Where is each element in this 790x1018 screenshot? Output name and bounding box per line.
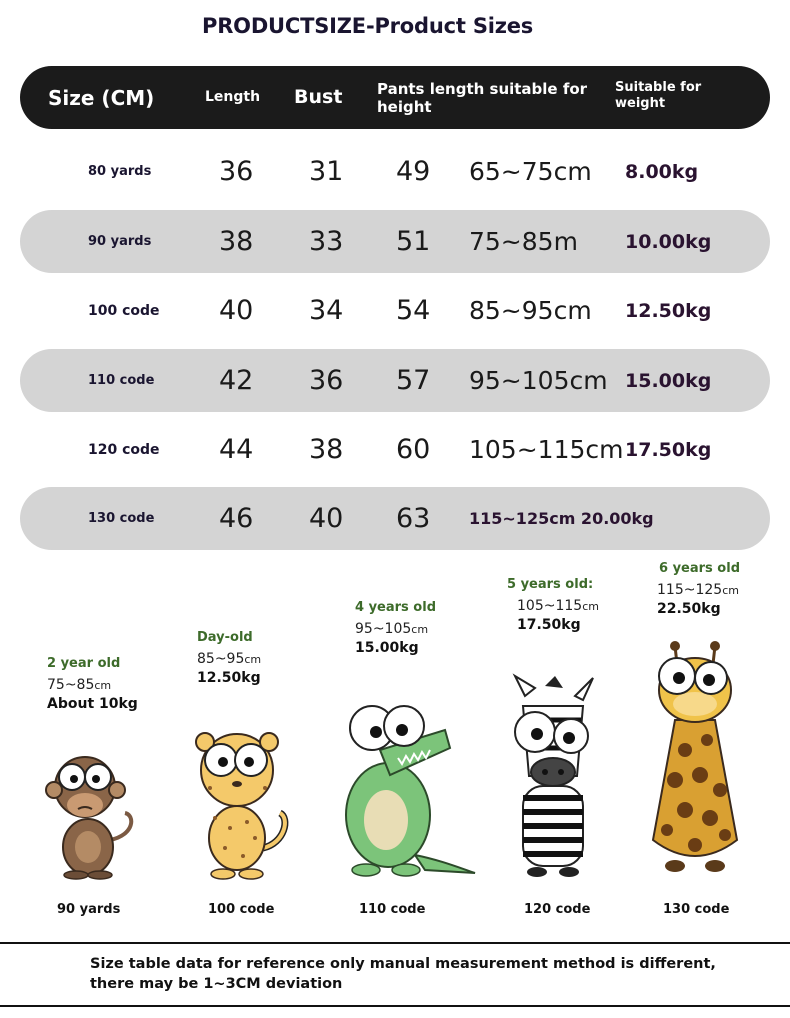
row-size: 120 code	[88, 441, 160, 458]
height-unit: cm	[411, 623, 429, 636]
height-range: 75~85	[47, 677, 95, 693]
animal-info-giraffe	[659, 561, 740, 617]
row-size: 80 yards	[88, 164, 152, 179]
footnote: Size table data for reference only manual measurement method is different, there may be 1~3CM deviation	[90, 956, 716, 992]
height-unit: cm	[582, 600, 599, 613]
row-pants-length: 60	[396, 434, 431, 465]
animal-info-crocodile	[355, 600, 436, 656]
header-weight: Suitable for weight	[615, 80, 702, 111]
row-bust: 33	[309, 226, 344, 257]
animal-info-zebra	[507, 577, 599, 633]
row-length: 36	[219, 156, 254, 187]
divider-top	[0, 942, 790, 944]
height-unit: cm	[722, 584, 739, 597]
row-bust: 40	[309, 503, 344, 534]
table-row	[20, 279, 770, 342]
crocodile-icon	[330, 690, 480, 882]
monkey-icon	[40, 735, 140, 880]
row-bust: 31	[309, 156, 344, 187]
row-height: 105~115cm	[469, 435, 624, 464]
animal-code-label: 100 code	[208, 902, 275, 917]
header-length: Length	[205, 89, 261, 105]
weight-label: 12.50kg	[197, 670, 261, 686]
animal-info-monkey	[47, 656, 138, 712]
row-length: 44	[219, 434, 254, 465]
row-size: 130 code	[88, 511, 155, 526]
header-bust: Bust	[294, 86, 343, 108]
row-height: 65~75cm	[469, 157, 592, 186]
animal-info-leopard	[197, 630, 261, 686]
row-bust: 38	[309, 434, 344, 465]
age-label: 6 years old	[659, 561, 741, 576]
animal-code-label: 130 code	[663, 902, 730, 917]
row-length: 46	[219, 503, 254, 534]
row-pants-length: 54	[396, 295, 431, 326]
row-size: 90 yards	[88, 234, 152, 249]
row-height: 75~85m	[469, 227, 578, 256]
row-length: 40	[219, 295, 254, 326]
header-size: Size (CM)	[48, 86, 155, 110]
animal-code-label: 110 code	[359, 902, 426, 917]
animal-code-label: 90 yards	[57, 902, 121, 917]
page-title: PRODUCTSIZE-Product Sizes	[202, 14, 534, 38]
height-range: 105~115	[517, 598, 583, 614]
header-pants-length: Pants length suitable for height	[377, 80, 588, 116]
row-length: 38	[219, 226, 254, 257]
table-row	[20, 349, 770, 412]
divider-bottom	[0, 1005, 790, 1007]
table-row	[20, 487, 770, 550]
row-weight: 17.50kg	[625, 438, 712, 461]
age-label: 4 years old	[355, 600, 437, 615]
row-weight: 15.00kg	[625, 369, 712, 392]
row-weight: 12.50kg	[625, 299, 712, 322]
weight-label: 22.50kg	[657, 601, 721, 617]
row-height: 95~105cm	[469, 366, 608, 395]
row-size: 100 code	[88, 302, 160, 319]
table-row	[20, 140, 770, 203]
row-bust: 36	[309, 365, 344, 396]
row-pants-length: 57	[396, 365, 431, 396]
row-pants-length: 63	[396, 503, 431, 534]
giraffe-icon	[645, 640, 745, 880]
weight-label: About 10kg	[47, 696, 138, 712]
size-table-header	[20, 66, 770, 129]
height-unit: cm	[244, 653, 262, 666]
row-pants-length: 49	[396, 156, 431, 187]
row-weight: 8.00kg	[625, 160, 699, 183]
row-height-weight: 115~125cm 20.00kg	[469, 509, 654, 528]
height-range: 115~125	[657, 582, 723, 598]
row-length: 42	[219, 365, 254, 396]
weight-label: 15.00kg	[355, 640, 419, 656]
animal-code-label: 120 code	[524, 902, 591, 917]
leopard-icon	[185, 718, 295, 880]
table-row	[20, 418, 770, 481]
row-pants-length: 51	[396, 226, 431, 257]
height-range: 95~105	[355, 621, 412, 637]
table-row	[20, 210, 770, 273]
age-label: 5 years old:	[507, 577, 594, 592]
weight-label: 17.50kg	[517, 617, 581, 633]
age-label: Day-old	[197, 630, 253, 645]
age-label: 2 year old	[47, 656, 121, 671]
height-range: 85~95	[197, 651, 245, 667]
zebra-icon	[505, 676, 605, 881]
row-bust: 34	[309, 295, 344, 326]
height-unit: cm	[94, 679, 112, 692]
row-height: 85~95cm	[469, 296, 592, 325]
row-size: 110 code	[88, 373, 155, 388]
row-weight: 10.00kg	[625, 230, 712, 253]
